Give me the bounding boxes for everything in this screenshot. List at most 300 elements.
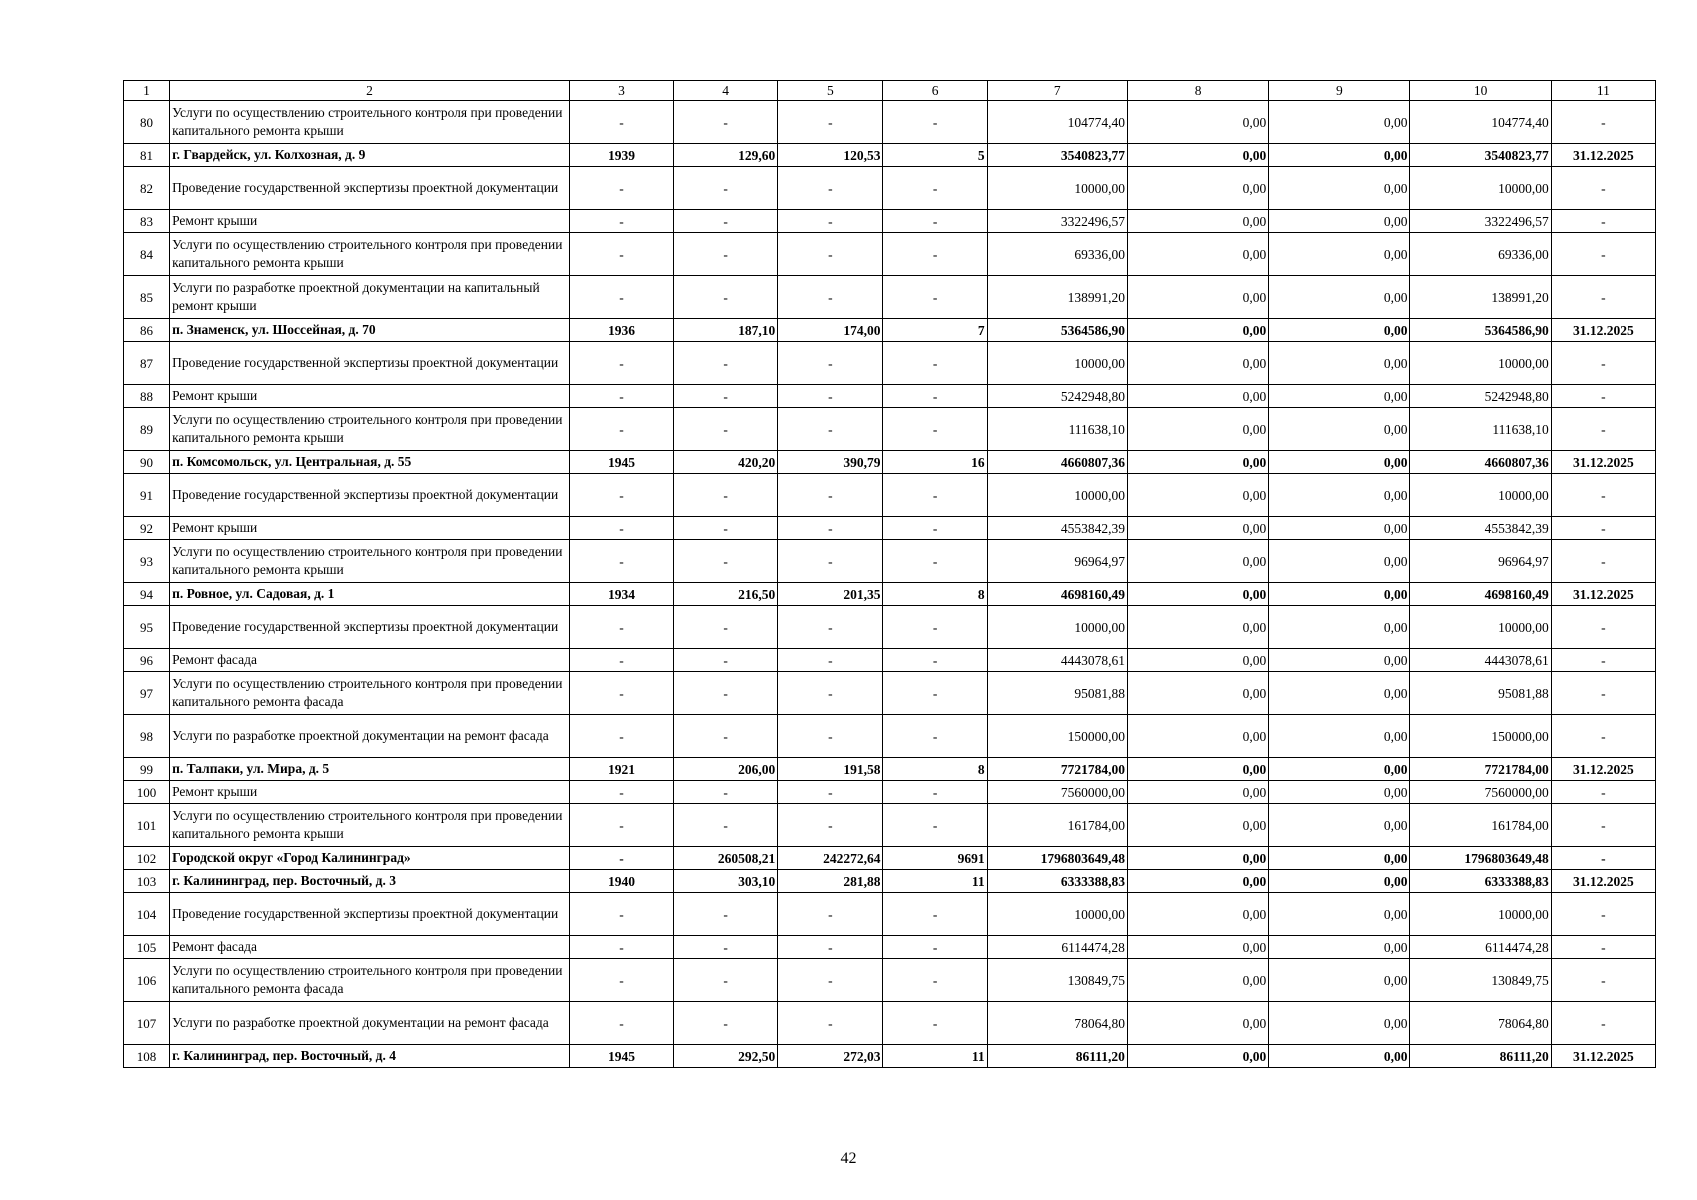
col7-cell: 10000,00 bbox=[987, 342, 1127, 385]
column-header: 7 bbox=[987, 81, 1127, 101]
row-number-cell: 107 bbox=[124, 1002, 170, 1045]
col6-cell: 11 bbox=[883, 870, 987, 893]
col6-cell: - bbox=[883, 474, 987, 517]
work-name-cell: г. Гвардейск, ул. Колхозная, д. 9 bbox=[170, 144, 570, 167]
row-number-cell: 84 bbox=[124, 233, 170, 276]
col6-cell: - bbox=[883, 210, 987, 233]
col5-cell: - bbox=[778, 210, 883, 233]
col5-cell: 201,35 bbox=[778, 583, 883, 606]
year-cell: - bbox=[569, 672, 673, 715]
year-cell: - bbox=[569, 276, 673, 319]
col7-cell: 1796803649,48 bbox=[987, 847, 1127, 870]
col5-cell: 120,53 bbox=[778, 144, 883, 167]
deadline-cell: - bbox=[1551, 342, 1655, 385]
col9-cell: 0,00 bbox=[1269, 540, 1410, 583]
col5-cell: - bbox=[778, 959, 883, 1002]
column-header: 10 bbox=[1410, 81, 1551, 101]
col4-cell: - bbox=[674, 385, 778, 408]
col9-cell: 0,00 bbox=[1269, 517, 1410, 540]
deadline-cell: - bbox=[1551, 804, 1655, 847]
deadline-cell: - bbox=[1551, 233, 1655, 276]
work-name-cell: п. Талпаки, ул. Мира, д. 5 bbox=[170, 758, 570, 781]
col10-cell: 10000,00 bbox=[1410, 167, 1551, 210]
year-cell: 1940 bbox=[569, 870, 673, 893]
col8-cell: 0,00 bbox=[1127, 893, 1268, 936]
year-cell: - bbox=[569, 101, 673, 144]
col10-cell: 6114474,28 bbox=[1410, 936, 1551, 959]
deadline-cell: 31.12.2025 bbox=[1551, 1045, 1655, 1068]
table-row bbox=[124, 540, 1656, 583]
col4-cell: - bbox=[674, 649, 778, 672]
col5-cell: - bbox=[778, 233, 883, 276]
col7-cell: 5364586,90 bbox=[987, 319, 1127, 342]
table-row bbox=[124, 758, 1656, 781]
col10-cell: 138991,20 bbox=[1410, 276, 1551, 319]
work-name-cell: Услуги по разработке проектной документации на ремонт фасада bbox=[170, 1002, 570, 1045]
deadline-cell: - bbox=[1551, 210, 1655, 233]
row-number-cell: 102 bbox=[124, 847, 170, 870]
year-cell: - bbox=[569, 342, 673, 385]
year-cell: - bbox=[569, 1002, 673, 1045]
row-number-cell: 86 bbox=[124, 319, 170, 342]
deadline-cell: - bbox=[1551, 715, 1655, 758]
table-row bbox=[124, 342, 1656, 385]
col10-cell: 4553842,39 bbox=[1410, 517, 1551, 540]
table-row bbox=[124, 672, 1656, 715]
col6-cell: - bbox=[883, 233, 987, 276]
col5-cell: - bbox=[778, 167, 883, 210]
col6-cell: - bbox=[883, 342, 987, 385]
col10-cell: 4443078,61 bbox=[1410, 649, 1551, 672]
column-header: 3 bbox=[569, 81, 673, 101]
col8-cell: 0,00 bbox=[1127, 474, 1268, 517]
col7-cell: 161784,00 bbox=[987, 804, 1127, 847]
col4-cell: 216,50 bbox=[674, 583, 778, 606]
col7-cell: 95081,88 bbox=[987, 672, 1127, 715]
col10-cell: 6333388,83 bbox=[1410, 870, 1551, 893]
year-cell: - bbox=[569, 408, 673, 451]
table-row bbox=[124, 1002, 1656, 1045]
year-cell: 1945 bbox=[569, 451, 673, 474]
col6-cell: - bbox=[883, 781, 987, 804]
col9-cell: 0,00 bbox=[1269, 1045, 1410, 1068]
row-number-cell: 82 bbox=[124, 167, 170, 210]
col5-cell: 281,88 bbox=[778, 870, 883, 893]
col9-cell: 0,00 bbox=[1269, 583, 1410, 606]
table-row bbox=[124, 936, 1656, 959]
col7-cell: 5242948,80 bbox=[987, 385, 1127, 408]
table-row bbox=[124, 385, 1656, 408]
column-header: 5 bbox=[778, 81, 883, 101]
table-row bbox=[124, 781, 1656, 804]
deadline-cell: - bbox=[1551, 517, 1655, 540]
col10-cell: 4698160,49 bbox=[1410, 583, 1551, 606]
col5-cell: - bbox=[778, 804, 883, 847]
col6-cell: - bbox=[883, 893, 987, 936]
row-number-cell: 94 bbox=[124, 583, 170, 606]
deadline-cell: - bbox=[1551, 1002, 1655, 1045]
deadline-cell: - bbox=[1551, 649, 1655, 672]
row-number-cell: 97 bbox=[124, 672, 170, 715]
deadline-cell: - bbox=[1551, 101, 1655, 144]
data-table bbox=[123, 80, 1656, 1068]
col8-cell: 0,00 bbox=[1127, 517, 1268, 540]
col10-cell: 78064,80 bbox=[1410, 1002, 1551, 1045]
col6-cell: - bbox=[883, 101, 987, 144]
col8-cell: 0,00 bbox=[1127, 408, 1268, 451]
table-row bbox=[124, 474, 1656, 517]
col7-cell: 130849,75 bbox=[987, 959, 1127, 1002]
row-number-cell: 104 bbox=[124, 893, 170, 936]
row-number-cell: 90 bbox=[124, 451, 170, 474]
col8-cell: 0,00 bbox=[1127, 758, 1268, 781]
deadline-cell: 31.12.2025 bbox=[1551, 319, 1655, 342]
table-row bbox=[124, 517, 1656, 540]
deadline-cell: - bbox=[1551, 672, 1655, 715]
work-name-cell: Проведение государственной экспертизы проектной документации bbox=[170, 342, 570, 385]
deadline-cell: - bbox=[1551, 540, 1655, 583]
row-number-cell: 91 bbox=[124, 474, 170, 517]
col9-cell: 0,00 bbox=[1269, 451, 1410, 474]
col8-cell: 0,00 bbox=[1127, 385, 1268, 408]
col6-cell: 7 bbox=[883, 319, 987, 342]
col8-cell: 0,00 bbox=[1127, 583, 1268, 606]
col7-cell: 10000,00 bbox=[987, 893, 1127, 936]
work-name-cell: Проведение государственной экспертизы проектной документации bbox=[170, 474, 570, 517]
work-name-cell: Услуги по разработке проектной документации на капитальный ремонт крыши bbox=[170, 276, 570, 319]
col7-cell: 4553842,39 bbox=[987, 517, 1127, 540]
work-name-cell: Ремонт крыши bbox=[170, 385, 570, 408]
col6-cell: 5 bbox=[883, 144, 987, 167]
col6-cell: - bbox=[883, 517, 987, 540]
col10-cell: 3540823,77 bbox=[1410, 144, 1551, 167]
col9-cell: 0,00 bbox=[1269, 893, 1410, 936]
col7-cell: 6333388,83 bbox=[987, 870, 1127, 893]
year-cell: 1945 bbox=[569, 1045, 673, 1068]
col9-cell: 0,00 bbox=[1269, 649, 1410, 672]
table-row bbox=[124, 408, 1656, 451]
table-row bbox=[124, 233, 1656, 276]
col10-cell: 161784,00 bbox=[1410, 804, 1551, 847]
col5-cell: - bbox=[778, 936, 883, 959]
col5-cell: - bbox=[778, 474, 883, 517]
col8-cell: 0,00 bbox=[1127, 167, 1268, 210]
deadline-cell: - bbox=[1551, 408, 1655, 451]
year-cell: - bbox=[569, 649, 673, 672]
col8-cell: 0,00 bbox=[1127, 342, 1268, 385]
col10-cell: 10000,00 bbox=[1410, 893, 1551, 936]
col4-cell: - bbox=[674, 408, 778, 451]
col10-cell: 86111,20 bbox=[1410, 1045, 1551, 1068]
row-number-cell: 96 bbox=[124, 649, 170, 672]
col9-cell: 0,00 bbox=[1269, 870, 1410, 893]
col5-cell: - bbox=[778, 715, 883, 758]
col6-cell: - bbox=[883, 276, 987, 319]
col4-cell: - bbox=[674, 893, 778, 936]
col7-cell: 86111,20 bbox=[987, 1045, 1127, 1068]
col7-cell: 10000,00 bbox=[987, 606, 1127, 649]
column-header: 11 bbox=[1551, 81, 1655, 101]
col9-cell: 0,00 bbox=[1269, 342, 1410, 385]
table-row bbox=[124, 144, 1656, 167]
row-number-cell: 81 bbox=[124, 144, 170, 167]
work-name-cell: Услуги по осуществлению строительного контроля при проведении капитального ремонта крыши bbox=[170, 408, 570, 451]
col9-cell: 0,00 bbox=[1269, 233, 1410, 276]
work-name-cell: Ремонт крыши bbox=[170, 517, 570, 540]
col4-cell: - bbox=[674, 474, 778, 517]
col9-cell: 0,00 bbox=[1269, 385, 1410, 408]
work-name-cell: п. Комсомольск, ул. Центральная, д. 55 bbox=[170, 451, 570, 474]
col9-cell: 0,00 bbox=[1269, 672, 1410, 715]
col10-cell: 150000,00 bbox=[1410, 715, 1551, 758]
col8-cell: 0,00 bbox=[1127, 847, 1268, 870]
year-cell: - bbox=[569, 167, 673, 210]
col6-cell: 16 bbox=[883, 451, 987, 474]
col8-cell: 0,00 bbox=[1127, 870, 1268, 893]
table-row bbox=[124, 893, 1656, 936]
col10-cell: 96964,97 bbox=[1410, 540, 1551, 583]
col4-cell: - bbox=[674, 959, 778, 1002]
col8-cell: 0,00 bbox=[1127, 936, 1268, 959]
col5-cell: - bbox=[778, 276, 883, 319]
work-name-cell: Услуги по осуществлению строительного контроля при проведении капитального ремонта крыши bbox=[170, 804, 570, 847]
col5-cell: - bbox=[778, 385, 883, 408]
col6-cell: - bbox=[883, 936, 987, 959]
year-cell: 1939 bbox=[569, 144, 673, 167]
col7-cell: 7560000,00 bbox=[987, 781, 1127, 804]
work-name-cell: Ремонт крыши bbox=[170, 210, 570, 233]
col4-cell: - bbox=[674, 606, 778, 649]
col6-cell: - bbox=[883, 167, 987, 210]
table-row bbox=[124, 101, 1656, 144]
year-cell: - bbox=[569, 715, 673, 758]
col8-cell: 0,00 bbox=[1127, 715, 1268, 758]
col4-cell: 129,60 bbox=[674, 144, 778, 167]
work-name-cell: Ремонт фасада bbox=[170, 649, 570, 672]
work-name-cell: Проведение государственной экспертизы проектной документации bbox=[170, 606, 570, 649]
col9-cell: 0,00 bbox=[1269, 847, 1410, 870]
year-cell: - bbox=[569, 804, 673, 847]
col5-cell: - bbox=[778, 342, 883, 385]
col4-cell: - bbox=[674, 517, 778, 540]
col9-cell: 0,00 bbox=[1269, 781, 1410, 804]
table-row bbox=[124, 804, 1656, 847]
table-row bbox=[124, 276, 1656, 319]
col4-cell: - bbox=[674, 233, 778, 276]
col4-cell: 292,50 bbox=[674, 1045, 778, 1068]
col5-cell: 242272,64 bbox=[778, 847, 883, 870]
col8-cell: 0,00 bbox=[1127, 101, 1268, 144]
col4-cell: - bbox=[674, 210, 778, 233]
col7-cell: 78064,80 bbox=[987, 1002, 1127, 1045]
deadline-cell: 31.12.2025 bbox=[1551, 758, 1655, 781]
col8-cell: 0,00 bbox=[1127, 1002, 1268, 1045]
deadline-cell: - bbox=[1551, 276, 1655, 319]
row-number-cell: 89 bbox=[124, 408, 170, 451]
work-name-cell: Городской округ «Город Калининград» bbox=[170, 847, 570, 870]
col7-cell: 104774,40 bbox=[987, 101, 1127, 144]
row-number-cell: 98 bbox=[124, 715, 170, 758]
col8-cell: 0,00 bbox=[1127, 649, 1268, 672]
col4-cell: 303,10 bbox=[674, 870, 778, 893]
table-row bbox=[124, 167, 1656, 210]
col8-cell: 0,00 bbox=[1127, 276, 1268, 319]
col8-cell: 0,00 bbox=[1127, 233, 1268, 276]
col4-cell: - bbox=[674, 672, 778, 715]
row-number-cell: 106 bbox=[124, 959, 170, 1002]
col4-cell: - bbox=[674, 342, 778, 385]
col4-cell: - bbox=[674, 804, 778, 847]
table-row bbox=[124, 319, 1656, 342]
col9-cell: 0,00 bbox=[1269, 474, 1410, 517]
col6-cell: - bbox=[883, 1002, 987, 1045]
work-name-cell: Услуги по осуществлению строительного контроля при проведении капитального ремонта фасада bbox=[170, 672, 570, 715]
work-name-cell: г. Калининград, пер. Восточный, д. 3 bbox=[170, 870, 570, 893]
col4-cell: 206,00 bbox=[674, 758, 778, 781]
deadline-cell: - bbox=[1551, 959, 1655, 1002]
work-name-cell: Проведение государственной экспертизы проектной документации bbox=[170, 893, 570, 936]
year-cell: - bbox=[569, 847, 673, 870]
col7-cell: 3322496,57 bbox=[987, 210, 1127, 233]
page-number: 42 bbox=[840, 1150, 857, 1167]
row-number-cell: 95 bbox=[124, 606, 170, 649]
col7-cell: 111638,10 bbox=[987, 408, 1127, 451]
col8-cell: 0,00 bbox=[1127, 672, 1268, 715]
year-cell: - bbox=[569, 233, 673, 276]
col4-cell: 420,20 bbox=[674, 451, 778, 474]
col10-cell: 1796803649,48 bbox=[1410, 847, 1551, 870]
work-name-cell: Услуги по осуществлению строительного контроля при проведении капитального ремонта крыши bbox=[170, 540, 570, 583]
col10-cell: 5242948,80 bbox=[1410, 385, 1551, 408]
deadline-cell: - bbox=[1551, 893, 1655, 936]
col6-cell: - bbox=[883, 715, 987, 758]
deadline-cell: 31.12.2025 bbox=[1551, 144, 1655, 167]
header-row bbox=[124, 81, 1656, 101]
col10-cell: 10000,00 bbox=[1410, 606, 1551, 649]
col7-cell: 4660807,36 bbox=[987, 451, 1127, 474]
table-row bbox=[124, 606, 1656, 649]
work-name-cell: Услуги по осуществлению строительного контроля при проведении капитального ремонта крыши bbox=[170, 101, 570, 144]
col4-cell: 260508,21 bbox=[674, 847, 778, 870]
table-row bbox=[124, 451, 1656, 474]
col5-cell: - bbox=[778, 540, 883, 583]
col7-cell: 10000,00 bbox=[987, 167, 1127, 210]
col7-cell: 96964,97 bbox=[987, 540, 1127, 583]
column-header: 2 bbox=[170, 81, 570, 101]
year-cell: 1934 bbox=[569, 583, 673, 606]
row-number-cell: 101 bbox=[124, 804, 170, 847]
column-header: 4 bbox=[674, 81, 778, 101]
col5-cell: - bbox=[778, 893, 883, 936]
col10-cell: 95081,88 bbox=[1410, 672, 1551, 715]
work-name-cell: г. Калининград, пер. Восточный, д. 4 bbox=[170, 1045, 570, 1068]
col9-cell: 0,00 bbox=[1269, 804, 1410, 847]
col5-cell: - bbox=[778, 1002, 883, 1045]
column-header: 6 bbox=[883, 81, 987, 101]
col5-cell: - bbox=[778, 517, 883, 540]
col6-cell: 11 bbox=[883, 1045, 987, 1068]
year-cell: - bbox=[569, 385, 673, 408]
col6-cell: - bbox=[883, 408, 987, 451]
deadline-cell: - bbox=[1551, 606, 1655, 649]
col7-cell: 3540823,77 bbox=[987, 144, 1127, 167]
col8-cell: 0,00 bbox=[1127, 540, 1268, 583]
column-header: 1 bbox=[124, 81, 170, 101]
col8-cell: 0,00 bbox=[1127, 1045, 1268, 1068]
col5-cell: - bbox=[778, 649, 883, 672]
row-number-cell: 103 bbox=[124, 870, 170, 893]
col8-cell: 0,00 bbox=[1127, 144, 1268, 167]
deadline-cell: 31.12.2025 bbox=[1551, 870, 1655, 893]
row-number-cell: 88 bbox=[124, 385, 170, 408]
col9-cell: 0,00 bbox=[1269, 167, 1410, 210]
deadline-cell: - bbox=[1551, 474, 1655, 517]
col4-cell: - bbox=[674, 167, 778, 210]
col8-cell: 0,00 bbox=[1127, 319, 1268, 342]
row-number-cell: 93 bbox=[124, 540, 170, 583]
col6-cell: - bbox=[883, 649, 987, 672]
year-cell: - bbox=[569, 474, 673, 517]
year-cell: - bbox=[569, 540, 673, 583]
col9-cell: 0,00 bbox=[1269, 959, 1410, 1002]
year-cell: - bbox=[569, 517, 673, 540]
col8-cell: 0,00 bbox=[1127, 781, 1268, 804]
deadline-cell: - bbox=[1551, 167, 1655, 210]
work-name-cell: Проведение государственной экспертизы проектной документации bbox=[170, 167, 570, 210]
deadline-cell: 31.12.2025 bbox=[1551, 583, 1655, 606]
col6-cell: 8 bbox=[883, 583, 987, 606]
col7-cell: 6114474,28 bbox=[987, 936, 1127, 959]
col10-cell: 104774,40 bbox=[1410, 101, 1551, 144]
col6-cell: - bbox=[883, 672, 987, 715]
col5-cell: - bbox=[778, 672, 883, 715]
table-row bbox=[124, 583, 1656, 606]
deadline-cell: - bbox=[1551, 781, 1655, 804]
col8-cell: 0,00 bbox=[1127, 451, 1268, 474]
col7-cell: 138991,20 bbox=[987, 276, 1127, 319]
col5-cell: 390,79 bbox=[778, 451, 883, 474]
year-cell: - bbox=[569, 781, 673, 804]
row-number-cell: 105 bbox=[124, 936, 170, 959]
col6-cell: - bbox=[883, 804, 987, 847]
col9-cell: 0,00 bbox=[1269, 1002, 1410, 1045]
col4-cell: 187,10 bbox=[674, 319, 778, 342]
col9-cell: 0,00 bbox=[1269, 936, 1410, 959]
work-name-cell: п. Ровное, ул. Садовая, д. 1 bbox=[170, 583, 570, 606]
col4-cell: - bbox=[674, 781, 778, 804]
col10-cell: 4660807,36 bbox=[1410, 451, 1551, 474]
col5-cell: 272,03 bbox=[778, 1045, 883, 1068]
col5-cell: 191,58 bbox=[778, 758, 883, 781]
row-number-cell: 100 bbox=[124, 781, 170, 804]
work-name-cell: Услуги по разработке проектной документации на ремонт фасада bbox=[170, 715, 570, 758]
row-number-cell: 99 bbox=[124, 758, 170, 781]
col10-cell: 130849,75 bbox=[1410, 959, 1551, 1002]
year-cell: - bbox=[569, 210, 673, 233]
work-name-cell: п. Знаменск, ул. Шоссейная, д. 70 bbox=[170, 319, 570, 342]
work-name-cell: Ремонт фасада bbox=[170, 936, 570, 959]
table-row bbox=[124, 959, 1656, 1002]
col10-cell: 111638,10 bbox=[1410, 408, 1551, 451]
col9-cell: 0,00 bbox=[1269, 758, 1410, 781]
deadline-cell: - bbox=[1551, 847, 1655, 870]
col6-cell: - bbox=[883, 385, 987, 408]
table-row bbox=[124, 715, 1656, 758]
col8-cell: 0,00 bbox=[1127, 210, 1268, 233]
row-number-cell: 92 bbox=[124, 517, 170, 540]
table-row bbox=[124, 649, 1656, 672]
col4-cell: - bbox=[674, 276, 778, 319]
